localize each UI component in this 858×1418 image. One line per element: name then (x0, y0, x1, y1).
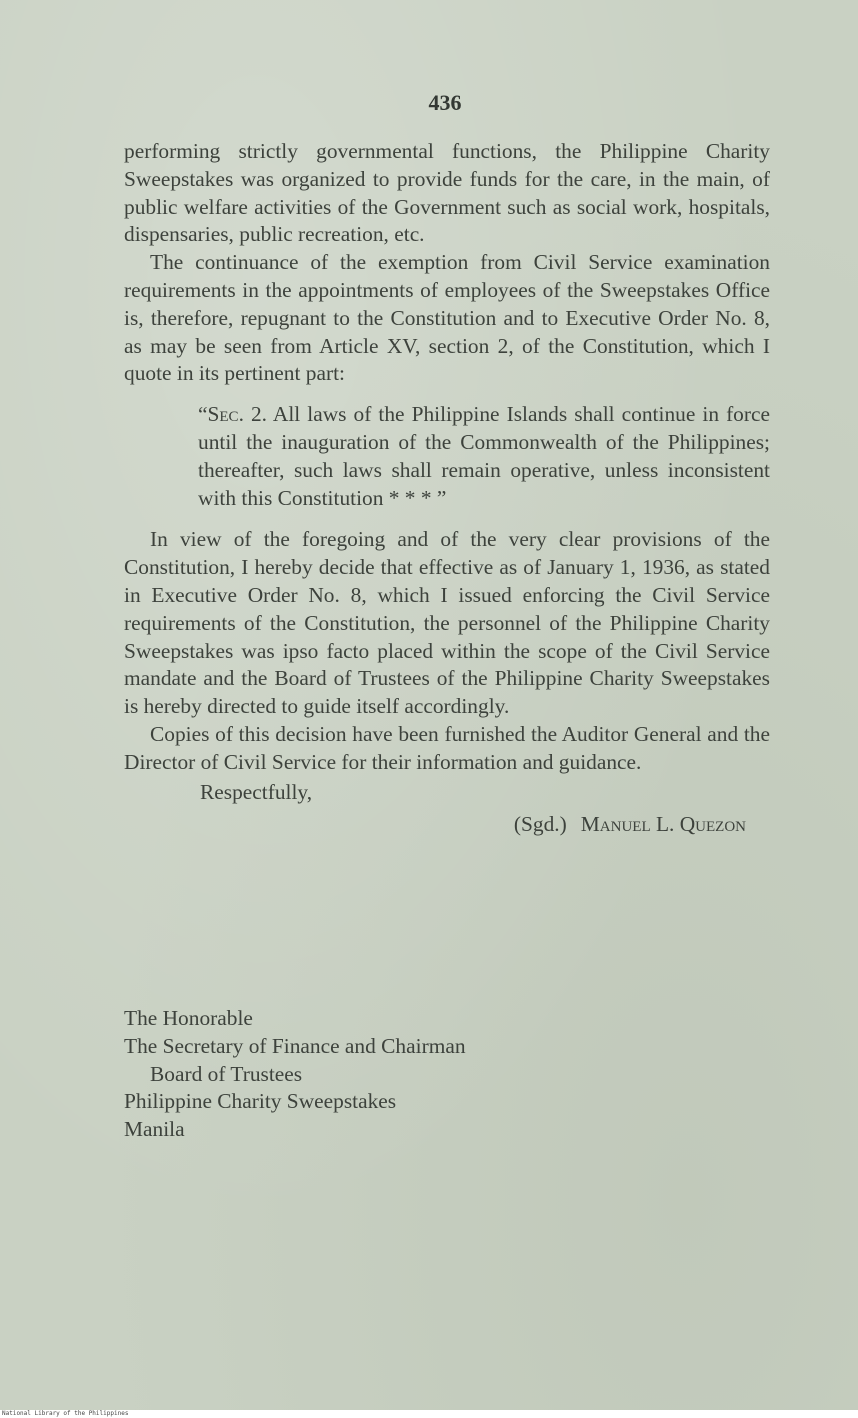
page-number: 436 (428, 90, 462, 115)
address-line-4: Philippine Charity Sweepstakes (124, 1089, 397, 1114)
paragraph-3: In view of the foregoing and of the very clear provisions of the Constitution, I hereby decide that effective as of January 1, 1936, as stated in Executive Order No. 8, which I issued enforcing the Civil Service requirements of the Constitution, the personnel of the Philippine Charity Sweepstakes was ipso facto placed within the scope of the Civil Service mandate and the Board of Trustees of the Philippine Charity Sweepstakes is hereby directed to guide itself accordingly. (124, 527, 770, 719)
signatory-name: Manuel L. Quezon (580, 812, 746, 837)
quote-body: . 2. All laws of the Philippine Islands shall continue in force until the inauguration of the Commonwealth of the Philippines; thereafter, such laws shall remain operative, unless inconsistent with this Constitution * * * ” (198, 402, 770, 510)
address-line-3: Board of Trustees (150, 1061, 303, 1086)
paragraph-2: The continuance of the exemption from Civil Service examination requirements in the appointments of employees of the Sweepstakes Office is, therefore, repugnant to the Constitution and to Executive Order No. 8, as may be seen from Article XV, section 2, of the Constitution, which I quote in its pertinent part: (124, 250, 770, 386)
constitution-quote (198, 401, 770, 512)
signature-line (124, 811, 770, 839)
address-line-5: Manila (124, 1117, 185, 1142)
library-watermark: National Library of the Philippines (2, 1410, 129, 1417)
recipient-address (124, 1005, 466, 1144)
salutation: Respectfully, (200, 779, 313, 804)
quote-section-label: Sec (207, 402, 239, 427)
paragraph-4: Copies of this decision have been furnished the Auditor General and the Director of Civil Service for their information and guidance. (124, 721, 770, 774)
paragraph-1: performing strictly governmental functions, the Philippine Charity Sweepstakes was organized to provide funds for the care, in the main, of public welfare activities of the Government such as social work, hospitals, dispensaries, public recreation, etc. (124, 139, 770, 247)
quote-open-mark: “ (198, 402, 208, 427)
signed-mark: (Sgd.) (513, 812, 567, 837)
address-line-2: The Secretary of Finance and Chairman (124, 1033, 466, 1058)
address-line-1: The Honorable (124, 1006, 253, 1030)
letter-body (124, 138, 770, 839)
